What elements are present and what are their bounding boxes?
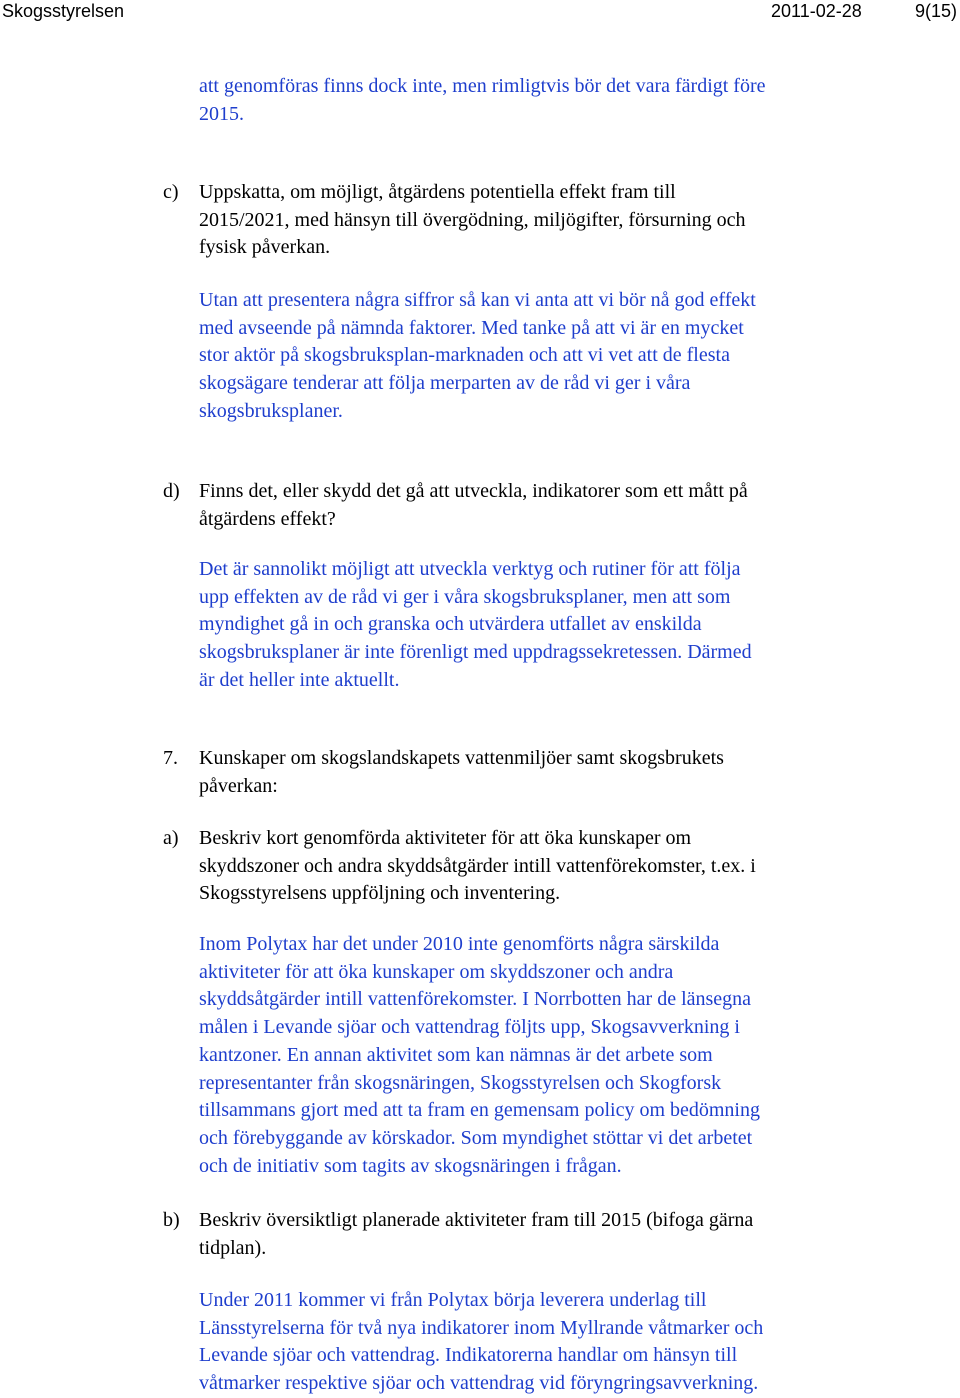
text-line: Länsstyrelserna för två nya indikatorer inom Myllrande våtmarker och [199,1316,764,1339]
text-line: Under 2011 kommer vi från Polytax börja leverera underlag till [199,1289,707,1311]
text-line: 2015. [199,102,244,125]
text-line: tidplan). [199,1236,267,1259]
question-a [199,825,756,908]
question-c [199,179,746,262]
text-line: myndighet gå in och granska och utvärdera utfallet av enskilda [199,613,702,636]
text-line: Kunskaper om skogslandskapets vattenmiljöer samt skogsbrukets [199,747,724,769]
text-line: skogsägare tenderar att följa merparten av de råd vi ger i våra [199,372,691,395]
page-header [0,0,960,22]
text-line: och förebyggande av körskador. Som myndighet stöttar vi det arbetet [199,1126,753,1149]
text-line: skogsbruksplaner är inte förenligt med uppdragssekretessen. Därmed [199,641,752,664]
text-line: påverkan: [199,774,278,797]
text-segment: Med tanke på att vi är en mycket [476,316,744,339]
text-line: Uppskatta, om möjligt, åtgärdens potentiella effekt fram till [199,181,676,203]
text-line: skogsbruksplaner. [199,399,343,422]
text-line: aktiviteter för att öka kunskaper om skyddszoner och andra [199,960,674,983]
text-line: Utan att presentera några siffror så kan vi anta att vi bör nå god effekt [199,289,756,311]
text-line: representanter från skogsnäringen, Skogsstyrelsen och Skogforsk [199,1071,722,1094]
text-line: Beskriv kort genomförda aktiviteter för att öka kunskaper om [199,827,692,849]
text-line: 2015/2021, med hänsyn till övergödning, miljögifter, försurning och [199,208,746,231]
text-line: våtmarker respektive sjöar och vattendrag vid föryngringsavverkning. [199,1372,759,1395]
answer-continuation [199,73,766,128]
text-line: Skogsstyrelsens uppföljning och inventering. [199,882,561,905]
text-line: stor aktör på skogsbruksplan-marknaden och att vi vet att de flesta [199,344,730,367]
header-page-number: 9(15) [914,1,957,21]
text-line: Finns det, eller skydd det gå att utveckla, indikatorer som ett mått på [199,480,748,502]
answer-b [199,1287,763,1398]
text-line: tillsammans gjort med att ta fram en gemensam policy om bedömning [199,1099,760,1122]
text-segment: med avseende på nämnda faktorer. [199,316,477,339]
text-line: Inom Polytax har det under 2010 inte genomförts några särskilda [199,933,720,955]
list-marker-a: a) [163,827,179,849]
text-line: och de initiativ som tagits av skogsnäringen i frågan. [199,1154,622,1177]
text-line: skyddsåtgärder intill vattenförekomster. I Norrbotten har de länsegna [199,988,752,1011]
section-heading-7 [199,745,724,800]
text-line: åtgärdens effekt? [199,507,336,530]
text-line [199,315,756,343]
answer-c [199,287,756,426]
section-number: 7. [163,747,178,769]
answer-a [199,931,760,1180]
question-d [199,478,748,533]
list-marker-b: b) [163,1209,180,1231]
header-date: 2011-02-28 [771,1,862,21]
text-line: kantzoner. En annan aktivitet som kan nämnas är det arbete som [199,1043,713,1066]
text-line: fysisk påverkan. [199,236,331,259]
question-b [199,1207,753,1262]
text-line: upp effekten av de råd vi ger i våra skogsbruksplaner, men att som [199,585,731,608]
text-line: skyddszoner och andra skyddsåtgärder intill vattenförekomster, t.ex. i [199,854,756,877]
text-line: målen i Levande sjöar och vattendrag följts upp, Skogsavverkning i [199,1016,740,1039]
list-marker-d: d) [163,480,180,502]
text-line: Beskriv översiktligt planerade aktiviteter fram till 2015 (bifoga gärna [199,1209,754,1231]
header-organization: Skogsstyrelsen [2,1,125,21]
text-line: är det heller inte aktuellt. [199,668,400,691]
text-line: Levande sjöar och vattendrag. Indikatorerna handlar om hänsyn till [199,1344,738,1367]
answer-d [199,556,752,695]
text-line: att genomföras finns dock inte, men rimligtvis bör det vara färdigt före [199,75,766,97]
list-marker-c: c) [163,181,179,203]
text-line: Det är sannolikt möjligt att utveckla verktyg och rutiner för att följa [199,558,741,580]
